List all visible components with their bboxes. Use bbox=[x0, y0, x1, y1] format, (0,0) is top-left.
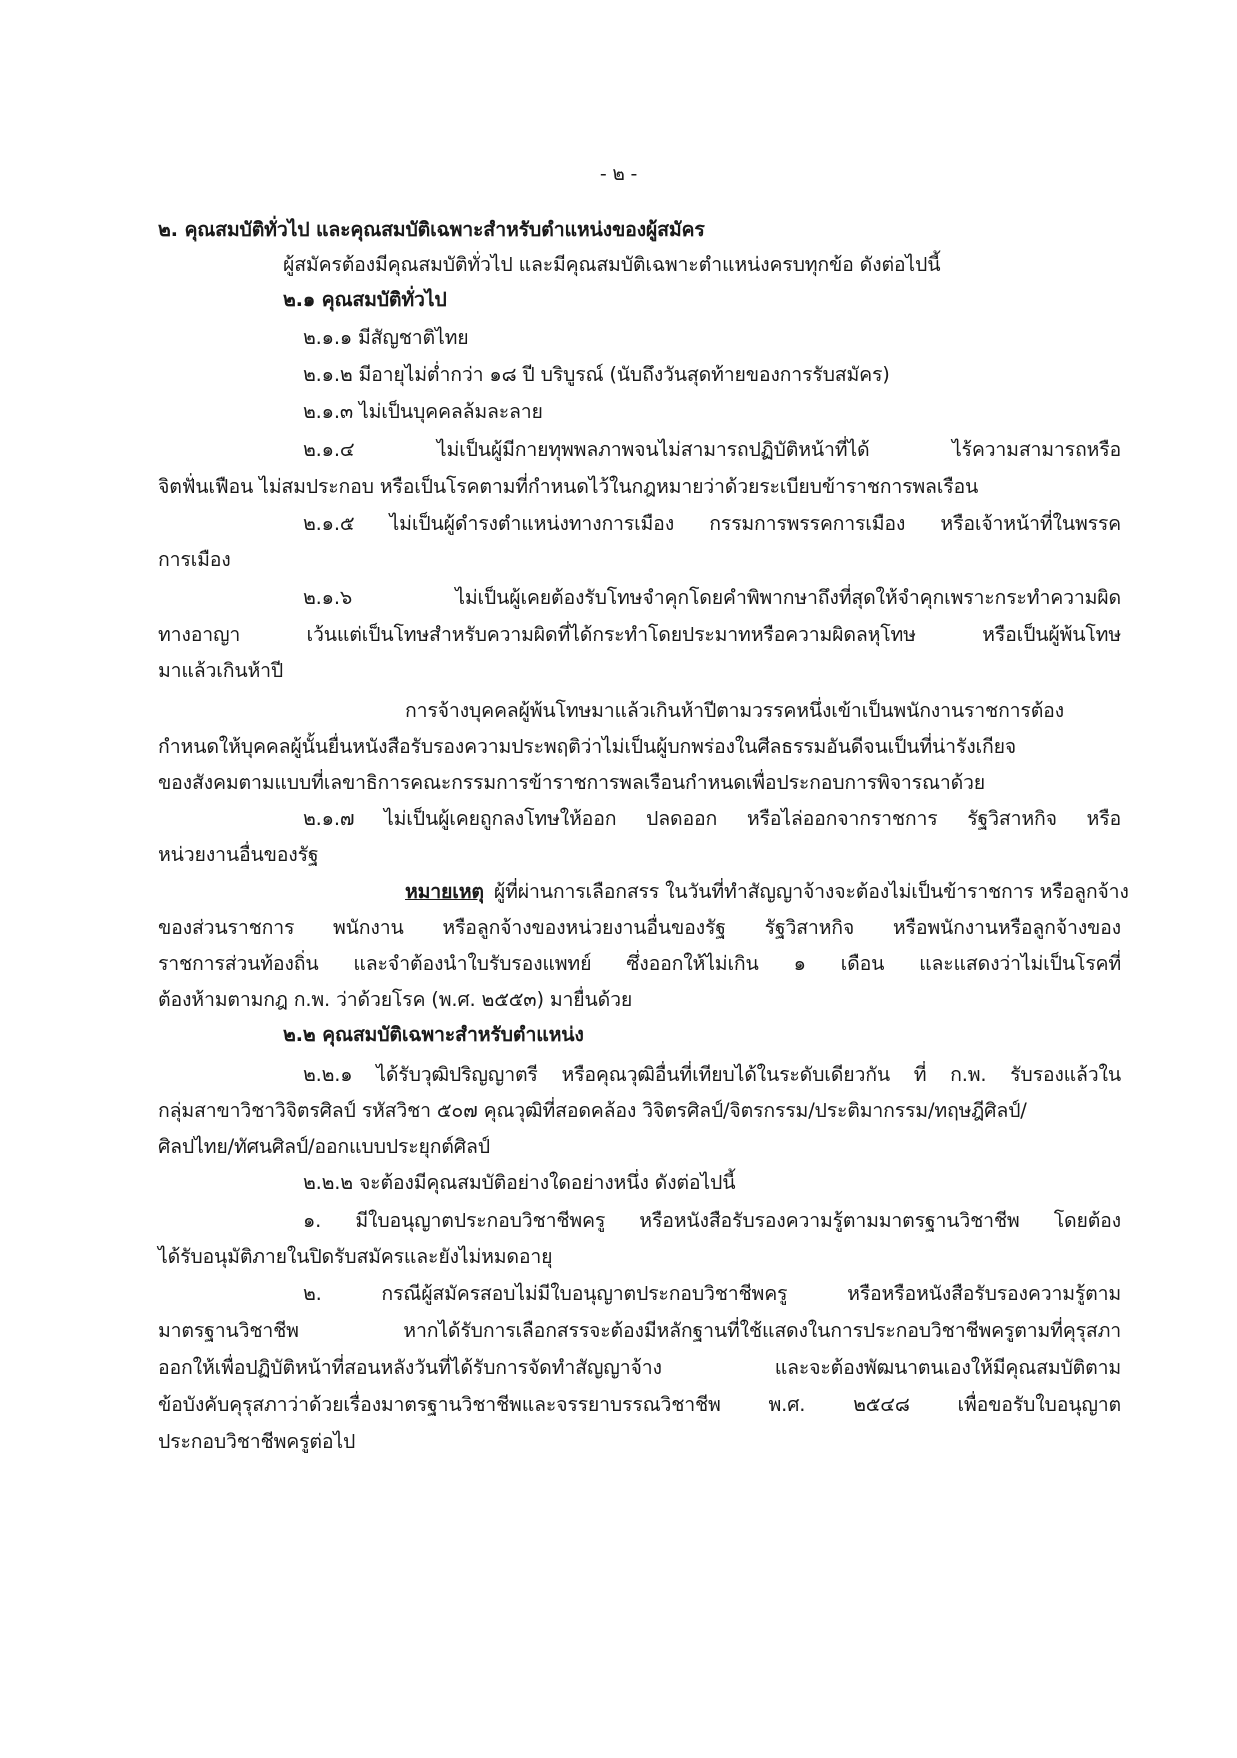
option-2-line-2: มาตรฐานวิชาชีพ หากได้รับการเลือกสรรจะต้องมีหลักฐานที่ใช้แสดงในการประกอบวิชาชีพครูตามที่คุรุสภา bbox=[158, 1319, 1121, 1342]
note-line-1 bbox=[405, 878, 1129, 906]
item-2-1-7-line-2: หน่วยงานอื่นของรัฐ bbox=[158, 843, 319, 866]
intro-paragraph: ผู้สมัครต้องมีคุณสมบัติทั่วไป และมีคุณสมบัติเฉพาะตำแหน่งครบทุกข้อ ดังต่อไปนี้ bbox=[283, 253, 941, 276]
hiring-paragraph-line-2: กำหนดให้บุคคลผู้นั้นยื่นหนังสือรับรองความประพฤติว่าไม่เป็นผู้บกพร่องในศีลธรรมอันดีจนเป็นที่น่ารังเกียจ bbox=[158, 735, 1017, 758]
item-2-2-1-line-1: ๒.๒.๑ ได้รับวุฒิปริญญาตรี หรือคุณวุฒิอื่นที่เทียบได้ในระดับเดียวกัน ที่ ก.พ. รับรองแล้วใน bbox=[303, 1063, 1121, 1086]
section-heading: ๒. คุณสมบัติทั่วไป และคุณสมบัติเฉพาะสำหรับตำแหน่งของผู้สมัคร bbox=[158, 218, 705, 241]
item-2-1-7-line-1: ๒.๑.๗ ไม่เป็นผู้เคยถูกลงโทษให้ออก ปลดออก หรือไล่ออกจากราชการ รัฐวิสาหกิจ หรือ bbox=[303, 807, 1121, 830]
page-number: - ๒ - bbox=[599, 163, 638, 185]
note-text: ผู้ที่ผ่านการเลือกสรร ในวันที่ทำสัญญาจ้างจะต้องไม่เป็นข้าราชการ หรือลูกจ้าง bbox=[493, 880, 1129, 903]
hiring-paragraph-line-1: การจ้างบุคคลผู้พ้นโทษมาแล้วเกินห้าปีตามวรรคหนึ่งเข้าเป็นพนักงานราชการต้อง bbox=[405, 699, 1064, 722]
item-2-1-5-line-1: ๒.๑.๕ ไม่เป็นผู้ดำรงตำแหน่งทางการเมือง กรรมการพรรคการเมือง หรือเจ้าหน้าที่ในพรรค bbox=[303, 512, 1121, 535]
note-line-3: ราชการส่วนท้องถิ่น และจำต้องนำใบรับรองแพทย์ ซึ่งออกให้ไม่เกิน ๑ เดือน และแสดงว่าไม่เป็นโรคที่ bbox=[158, 952, 1121, 975]
option-2-line-1: ๒. กรณีผู้สมัครสอบไม่มีใบอนุญาตประกอบวิชาชีพครู หรือหรือหนังสือรับรองความรู้ตาม bbox=[303, 1282, 1121, 1305]
item-2-2-2: ๒.๒.๒ จะต้องมีคุณสมบัติอย่างใดอย่างหนึ่ง ดังต่อไปนี้ bbox=[303, 1171, 736, 1194]
item-2-1-6-line-2: ทางอาญา เว้นแต่เป็นโทษสำหรับความผิดที่ได้กระทำโดยประมาทหรือความผิดลหุโทษ หรือเป็นผู้พ้นโทษ bbox=[158, 623, 1121, 646]
item-2-1-3: ๒.๑.๓ ไม่เป็นบุคคลล้มละลาย bbox=[303, 400, 543, 423]
item-2-1-4-line-1: ๒.๑.๔ ไม่เป็นผู้มีกายทุพพลภาพจนไม่สามารถปฏิบัติหน้าที่ได้ ไร้ความสามารถหรือ bbox=[303, 438, 1121, 461]
option-2-line-4: ข้อบังคับคุรุสภาว่าด้วยเรื่องมาตรฐานวิชาชีพและจรรยาบรรณวิชาชีพ พ.ศ. ๒๕๔๘ เพื่อขอรับใบอนุญาต bbox=[158, 1393, 1121, 1416]
item-2-1-1: ๒.๑.๑ มีสัญชาติไทย bbox=[303, 326, 469, 349]
note-line-4: ต้องห้ามตามกฎ ก.พ. ว่าด้วยโรค (พ.ศ. ๒๕๕๓) มายื่นด้วย bbox=[158, 988, 633, 1011]
specific-heading: ๒.๒ คุณสมบัติเฉพาะสำหรับตำแหน่ง bbox=[283, 1023, 584, 1046]
option-1-line-1: ๑. มีใบอนุญาตประกอบวิชาชีพครู หรือหนังสือรับรองความรู้ตามมาตรฐานวิชาชีพ โดยต้อง bbox=[303, 1209, 1121, 1232]
item-2-1-4-line-2: จิตฟั่นเฟือน ไม่สมประกอบ หรือเป็นโรคตามที่กำหนดไว้ในกฎหมายว่าด้วยระเบียบข้าราชการพลเรือน bbox=[158, 475, 979, 498]
item-2-1-5-line-2: การเมือง bbox=[158, 548, 231, 571]
item-2-1-6-line-1: ๒.๑.๖ ไม่เป็นผู้เคยต้องรับโทษจำคุกโดยคำพิพากษาถึงที่สุดให้จำคุกเพราะกระทำความผิด bbox=[303, 586, 1121, 609]
hiring-paragraph-line-3: ของสังคมตามแบบที่เลขาธิการคณะกรรมการข้าราชการพลเรือนกำหนดเพื่อประกอบการพิจารณาด้วย bbox=[158, 771, 986, 794]
item-2-2-1-line-3: ศิลปไทย/ทัศนศิลป์/ออกแบบประยุกต์ศิลป์ bbox=[158, 1135, 490, 1158]
item-2-1-2: ๒.๑.๒ มีอายุไม่ต่ำกว่า ๑๘ ปี บริบูรณ์ (นับถึงวันสุดท้ายของการรับสมัคร) bbox=[303, 363, 890, 386]
item-2-2-1-line-2: กลุ่มสาขาวิชาวิจิตรศิลป์ รหัสวิชา ๕๐๗ คุณวุฒิที่สอดคล้อง วิจิตรศิลป์/จิตรกรรม/ประติมากรรม/ทฤษฎีศิลป์/ bbox=[158, 1099, 1027, 1122]
option-1-line-2: ได้รับอนุมัติภายในปิดรับสมัครและยังไม่หมดอายุ bbox=[158, 1245, 553, 1268]
option-2-line-5: ประกอบวิชาชีพครูต่อไป bbox=[158, 1430, 356, 1453]
general-heading: ๒.๑ คุณสมบัติทั่วไป bbox=[283, 288, 447, 311]
note-line-2: ของส่วนราชการ พนักงาน หรือลูกจ้างของหน่วยงานอื่นของรัฐ รัฐวิสาหกิจ หรือพนักงานหรือลูกจ้างของ bbox=[158, 916, 1121, 939]
option-2-line-3: ออกให้เพื่อปฏิบัติหน้าที่สอนหลังวันที่ได้รับการจัดทำสัญญาจ้าง และจะต้องพัฒนาตนเองให้มีคุณสมบัติตาม bbox=[158, 1356, 1121, 1379]
item-2-1-6-line-3: มาแล้วเกินห้าปี bbox=[158, 659, 284, 682]
note-label: หมายเหตุ bbox=[405, 880, 484, 903]
